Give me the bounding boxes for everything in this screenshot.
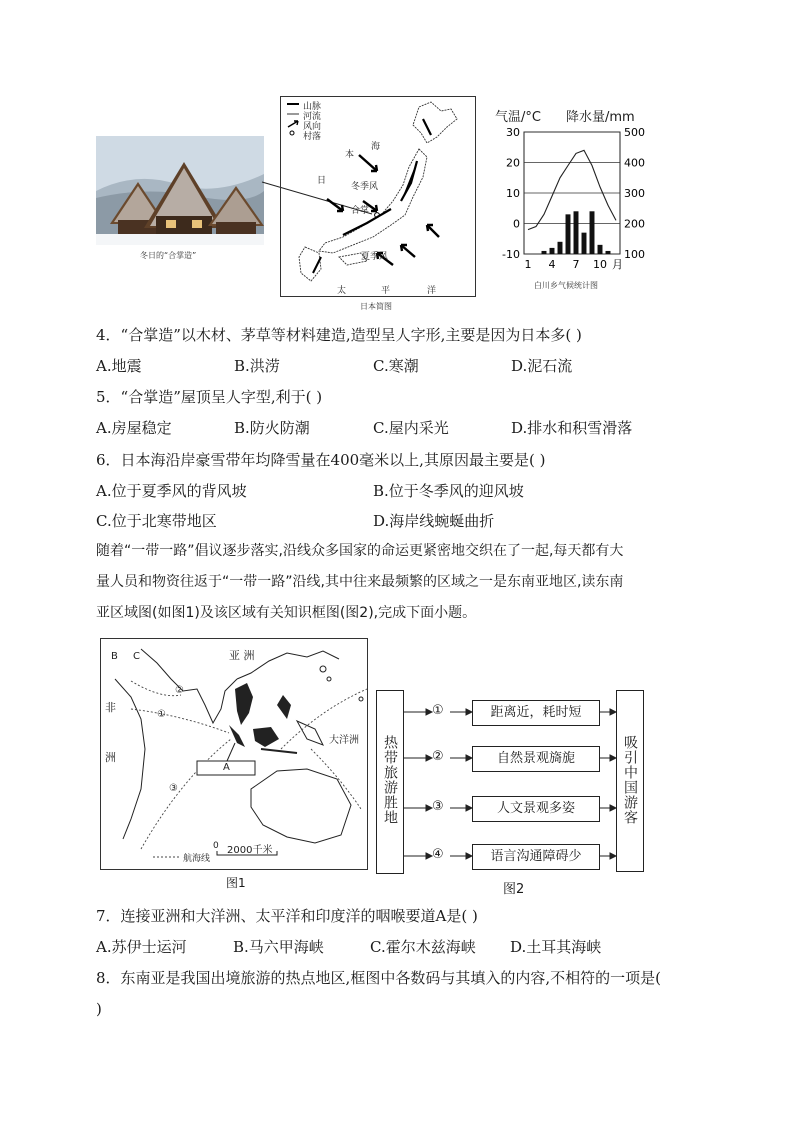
climate-axis-title-left: 气温/°C	[495, 110, 541, 125]
label-winter-wind: 冬季风	[351, 182, 379, 192]
x-tick-label: 10	[593, 258, 607, 271]
question-8-stem: 8．东南亚是我国出境旅游的热点地区,框图中各数码与其填入的内容,不相符的一项是(	[96, 969, 661, 987]
q5-option-c[interactable]: C.屋内采光	[373, 419, 449, 437]
legend-mountain: 山脉	[303, 102, 322, 112]
label-c: C	[133, 651, 140, 662]
label-village: 合掌	[351, 206, 370, 216]
precip-bar	[566, 214, 571, 254]
climate-caption: 白川乡气候统计图	[534, 281, 598, 290]
left-tick-label: 10	[506, 187, 520, 200]
label-africa-1: 非	[105, 701, 116, 714]
left-tick-label: 30	[506, 126, 520, 139]
q5-option-b[interactable]: B.防火防潮	[234, 419, 310, 437]
intro-line-3: 亚区域图(如图1)及该区域有关知识框图(图2),完成下面小题。	[96, 605, 477, 621]
flow-num-1: ①	[432, 703, 444, 718]
q5-option-d[interactable]: D.排水和积雪滑落	[511, 419, 633, 437]
x-tick-label: 7	[572, 258, 580, 271]
question-6-stem: 6．日本海沿岸豪雪带年均降雪量在400毫米以上,其原因最主要是( )	[96, 451, 546, 469]
label-route-3: ③	[169, 783, 178, 794]
flow-row-3	[472, 796, 600, 822]
q6-option-c[interactable]: C.位于北寒带地区	[96, 512, 217, 530]
question-4-stem: 4．“合掌造”以木材、茅草等材料建造,造型呈人字形,主要是因为日本多( )	[96, 326, 582, 344]
legend-village: 村落	[303, 132, 322, 142]
precip-bar	[582, 233, 587, 254]
q7-option-d[interactable]: D.土耳其海峡	[510, 938, 602, 956]
gassho-photo	[96, 136, 264, 245]
flow-row-1-text: 距离近，耗时短	[490, 705, 582, 720]
label-scale: 2000千米	[227, 845, 273, 856]
flow-row-2	[472, 746, 600, 772]
label-asia: 亚 洲	[229, 649, 255, 662]
q5-option-a[interactable]: A.房屋稳定	[96, 419, 172, 437]
q6-option-a[interactable]: A.位于夏季风的背风坡	[96, 482, 247, 500]
question-5-stem: 5．“合掌造”屋顶呈人字型,利于( )	[96, 388, 323, 406]
sea-map-caption: 图1	[226, 876, 246, 890]
precip-bar	[542, 251, 547, 254]
right-tick-label: 200	[624, 217, 645, 231]
q4-option-d[interactable]: D.泥石流	[511, 357, 573, 375]
flow-right-box	[616, 690, 644, 872]
flow-row-1	[472, 700, 600, 726]
flow-num-4: ④	[432, 847, 444, 862]
flow-right-text: 吸引中国游客	[622, 735, 638, 825]
right-tick-label: 500	[624, 126, 645, 139]
japan-map-caption: 日本简图	[360, 302, 392, 311]
flow-row-3-text: 人文景观多姿	[496, 801, 575, 816]
label-pacific-tai: 太	[337, 286, 347, 296]
x-tick-label: 4	[548, 258, 556, 271]
legend-wind: 风向	[303, 122, 322, 132]
label-scale-zero: 0	[213, 841, 219, 851]
q7-option-b[interactable]: B.马六甲海峡	[233, 938, 324, 956]
q6-option-b[interactable]: B.位于冬季风的迎风坡	[373, 482, 524, 500]
question-8-stem-cont: )	[96, 1000, 102, 1018]
legend-river: 河流	[303, 112, 322, 122]
photo-caption: 冬日的“合掌造”	[140, 251, 197, 260]
right-tick-label: 400	[624, 156, 645, 170]
question-7-stem: 7．连接亚洲和大洋洲、太平洋和印度洋的咽喉要道A是( )	[96, 907, 478, 925]
intro-line-1: 随着“一带一路”倡议逐步落实,沿线众多国家的命运更紧密地交织在了一起,每天都有大	[96, 543, 624, 559]
label-legend-route: 航海线	[183, 854, 211, 864]
label-b: B	[111, 651, 118, 662]
q7-option-a[interactable]: A.苏伊士运河	[96, 938, 187, 956]
q4-option-c[interactable]: C.寒潮	[373, 357, 419, 375]
flow-num-3: ③	[432, 799, 444, 814]
precip-bar	[590, 211, 595, 254]
flow-left-text: 热带旅游胜地	[382, 735, 398, 825]
flow-row-4-text: 语言沟通障碍少	[490, 849, 582, 864]
label-summer-wind: 夏季风	[361, 252, 389, 262]
precip-bar	[574, 211, 579, 254]
label-oceania: 大洋洲	[329, 735, 359, 746]
climate-axis-title-right: 降水量/mm	[566, 110, 635, 125]
label-sea-ri: 日	[317, 176, 327, 186]
label-route-2: ②	[175, 685, 184, 696]
label-strait-a: A	[223, 762, 230, 773]
x-tick-label: 1	[524, 258, 532, 271]
q4-option-b[interactable]: B.洪涝	[234, 357, 280, 375]
left-tick-label: -10	[502, 248, 520, 261]
flow-num-2: ②	[432, 749, 444, 764]
label-route-1: ①	[157, 709, 166, 720]
intro-line-2: 量人员和物资往返于“一带一路”沿线,其中往来最频繁的区域之一是东南亚地区,读东南	[96, 574, 624, 590]
q4-option-a[interactable]: A.地震	[96, 357, 142, 375]
left-tick-label: 0	[513, 217, 520, 231]
label-sea-hai: 海	[371, 142, 381, 152]
flow-left-box	[376, 690, 404, 874]
label-pacific-yang: 洋	[427, 286, 437, 296]
label-sea-ben: 本	[345, 150, 355, 160]
japan-map	[280, 96, 476, 297]
precip-bar	[550, 248, 555, 254]
label-pacific-ping: 平	[381, 286, 391, 296]
right-tick-label: 300	[624, 187, 645, 200]
label-africa-2: 洲	[105, 751, 116, 764]
precip-bar	[558, 242, 563, 254]
right-tick-label: 100	[624, 248, 645, 261]
left-tick-label: 20	[506, 156, 520, 170]
precip-bar	[598, 245, 603, 254]
q6-option-d[interactable]: D.海岸线蜿蜒曲折	[373, 512, 495, 530]
climate-chart	[496, 124, 656, 278]
month-suffix: 月	[612, 258, 623, 271]
q7-option-c[interactable]: C.霍尔木兹海峡	[370, 938, 476, 956]
flow-row-2-text: 自然景观旖旎	[496, 751, 575, 766]
flowchart-caption: 图2	[503, 882, 525, 897]
flow-row-4	[472, 844, 600, 870]
sea-map	[100, 638, 368, 870]
precip-bar	[606, 251, 611, 254]
